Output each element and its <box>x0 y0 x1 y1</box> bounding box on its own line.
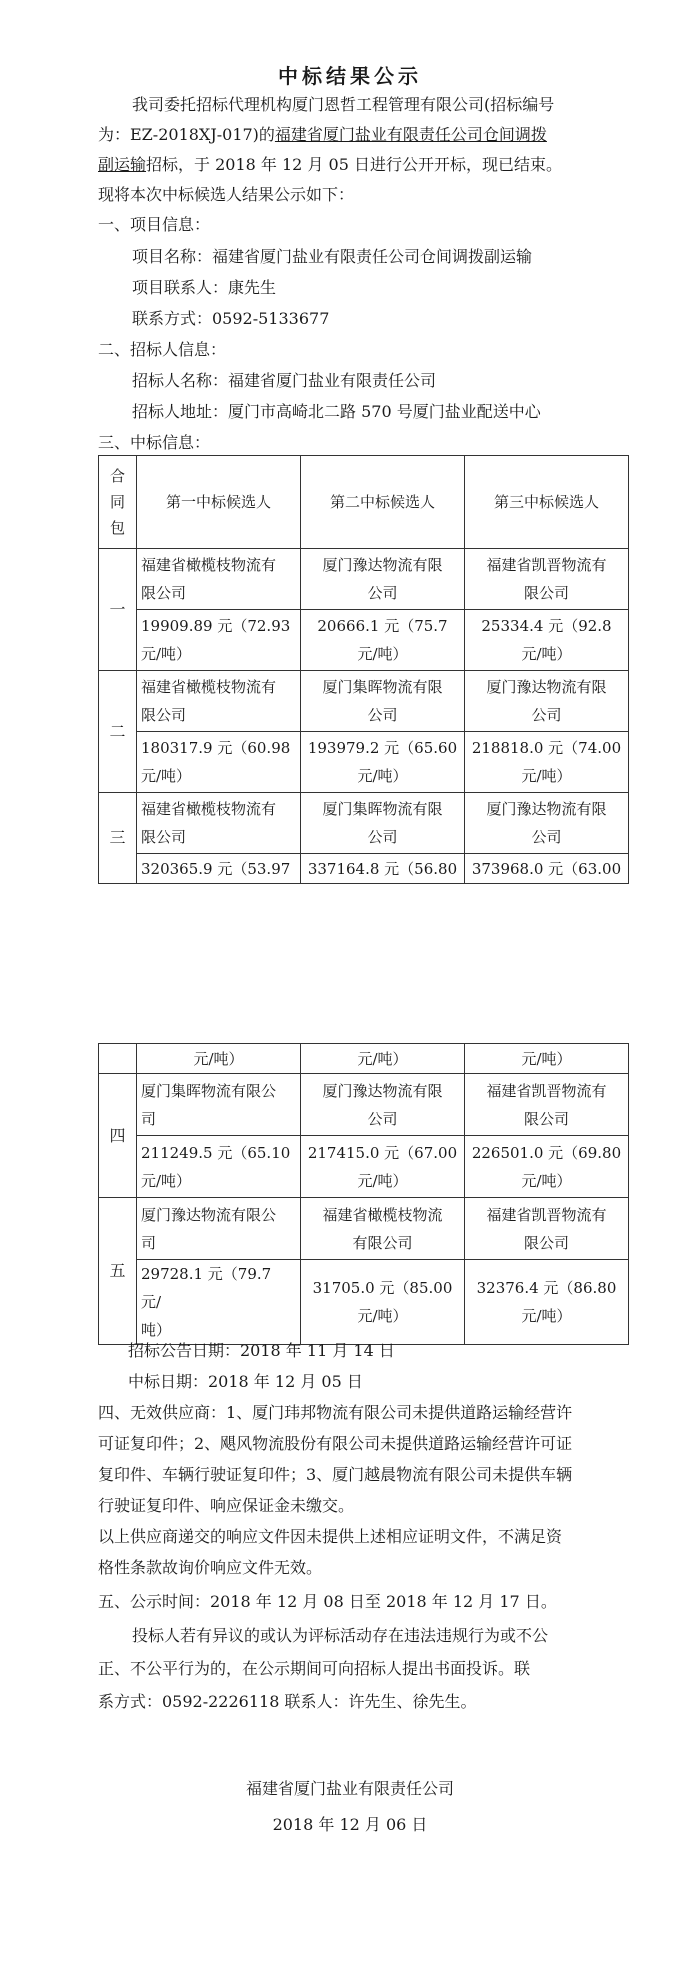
table-row <box>99 610 629 671</box>
candidate-name-cell: 厦门集晖物流有限 公司 <box>301 671 465 732</box>
bid-number: 为：EZ-2018XJ-017)的 <box>98 125 275 144</box>
tenderer-name: 招标人名称：福建省厦门盐业有限责任公司 <box>132 371 437 390</box>
footer-organization: 福建省厦门盐业有限责任公司 <box>245 1779 454 1798</box>
table-row <box>99 1074 629 1136</box>
section-1-heading: 一、项目信息： <box>98 215 211 234</box>
bid-price-cell: 32376.4 元（86.80 元/吨） <box>465 1260 629 1345</box>
candidate-name-cell: 厦门集晖物流有限 公司 <box>301 793 465 854</box>
invalid-suppliers-line-4: 行驶证复印件、响应保证金未缴交。 <box>98 1496 355 1515</box>
table-row <box>99 549 629 610</box>
bid-price-cell: 180317.9 元（60.98 元/吨） <box>137 732 301 793</box>
candidate-name-cell: 厦门豫达物流有限 公司 <box>301 549 465 610</box>
bid-price-cell: 217415.0 元（67.00 元/吨） <box>301 1136 465 1198</box>
invalid-suppliers-line-6: 格性条款故询价响应文件无效。 <box>98 1558 323 1577</box>
package-number: 二 <box>99 671 137 793</box>
announcement-date: 招标公告日期：2018 年 11 月 14 日 <box>128 1341 395 1360</box>
invalid-suppliers-line-2: 可证复印件；2、飓风物流股份有限公司未提供道路运输经营许可证 <box>98 1434 573 1453</box>
bid-price-cell: 25334.4 元（92.8 元/吨） <box>465 610 629 671</box>
candidate-name-cell: 厦门豫达物流有限 公司 <box>465 671 629 732</box>
bid-price-cell: 211249.5 元（65.10 元/吨） <box>137 1136 301 1198</box>
project-contact: 项目联系人：康先生 <box>132 278 277 297</box>
invalid-suppliers-line-3: 复印件、车辆行驶证复印件；3、厦门越晨物流有限公司未提供车辆 <box>98 1465 573 1484</box>
candidate-name-cell: 福建省凯晋物流有 限公司 <box>465 549 629 610</box>
complaint-line-1: 投标人若有异议的或认为评标活动存在违法违规行为或不公 <box>132 1626 549 1645</box>
project-link-part-1: 福建省厦门盐业有限责任公司仓间调拨 <box>274 125 547 144</box>
project-phone: 联系方式：0592-5133677 <box>132 309 330 328</box>
bid-price-cell: 226501.0 元（69.80 元/吨） <box>465 1136 629 1198</box>
section-2-heading: 二、招标人信息： <box>98 340 227 359</box>
bid-price-cell: 31705.0 元（85.00 元/吨） <box>301 1260 465 1345</box>
table-row <box>99 793 629 854</box>
package-number: 三 <box>99 793 137 884</box>
bid-price-cell: 218818.0 元（74.00 元/吨） <box>465 732 629 793</box>
bid-price-cell: 29728.1 元（79.7 元/ 吨） <box>137 1260 301 1345</box>
page-title: 中标结果公示 <box>278 64 422 88</box>
bid-price-cell: 元/吨） <box>465 1044 629 1074</box>
intro-line-1: 我司委托招标代理机构厦门恩哲工程管理有限公司(招标编号 <box>132 95 555 114</box>
bid-price-cell: 20666.1 元（75.7 元/吨） <box>301 610 465 671</box>
invalid-suppliers-line-1: 四、无效供应商：1、厦门玮邦物流有限公司未提供道路运输经营许 <box>98 1403 573 1422</box>
award-date: 中标日期：2018 年 12 月 05 日 <box>128 1372 363 1391</box>
bid-price-cell: 元/吨） <box>301 1044 465 1074</box>
bid-price-cell: 373968.0 元（63.00 <box>465 854 629 884</box>
package-number: 四 <box>99 1074 137 1198</box>
invalid-suppliers-line-5: 以上供应商递交的响应文件因未提供上述相应证明文件，不满足资 <box>98 1527 563 1546</box>
table-header-row <box>99 456 629 549</box>
intro-line-3: 副运输招标，于 2018 年 12 月 05 日进行公开开标，现已结束。 <box>98 155 562 174</box>
bid-price-cell: 337164.8 元（56.80 <box>301 854 465 884</box>
award-table-part-1 <box>98 455 629 884</box>
table-row <box>99 1136 629 1198</box>
bid-price-cell: 19909.89 元（72.93 元/吨） <box>137 610 301 671</box>
complaint-contact: 系方式：0592-2226118 联系人：许先生、徐先生。 <box>98 1692 477 1711</box>
intro-line-4: 现将本次中标候选人结果公示如下： <box>98 185 355 204</box>
candidate-name-cell: 福建省凯晋物流有 限公司 <box>465 1198 629 1260</box>
candidate-name-cell: 厦门豫达物流有限 公司 <box>465 793 629 854</box>
complaint-line-2: 正、不公平行为的，在公示期间可向招标人提出书面投诉。联 <box>98 1659 531 1678</box>
section-3-heading: 三、中标信息： <box>98 433 211 452</box>
table-row <box>99 1198 629 1260</box>
candidate-name-cell: 福建省橄榄枝物流有 限公司 <box>137 793 301 854</box>
bid-price-cell: 元/吨） <box>137 1044 301 1074</box>
award-table-part-2 <box>98 1043 629 1345</box>
intro-line-2 <box>98 122 547 145</box>
bid-price-cell: 193979.2 元（65.60 元/吨） <box>301 732 465 793</box>
candidate-name-cell: 福建省凯晋物流有 限公司 <box>465 1074 629 1136</box>
table-row <box>99 732 629 793</box>
header-candidate-3: 第三中标候选人 <box>465 456 629 549</box>
table-row <box>99 671 629 732</box>
table-row <box>99 1260 629 1345</box>
header-package: 合 同 包 <box>99 456 137 549</box>
candidate-name-cell: 福建省橄榄枝物流有 限公司 <box>137 671 301 732</box>
tenderer-address: 招标人地址：厦门市高崎北二路 570 号厦门盐业配送中心 <box>132 402 541 421</box>
candidate-name-cell: 福建省橄榄枝物流 有限公司 <box>301 1198 465 1260</box>
candidate-name-cell: 厦门豫达物流有限公 司 <box>137 1198 301 1260</box>
package-number: 一 <box>99 549 137 671</box>
candidate-name-cell: 福建省橄榄枝物流有 限公司 <box>137 549 301 610</box>
project-link-part-2: 副运输 <box>98 155 147 174</box>
package-number: 五 <box>99 1198 137 1345</box>
project-name: 项目名称：福建省厦门盐业有限责任公司仓间调拨副运输 <box>132 247 533 266</box>
publicity-period: 五、公示时间：2018 年 12 月 08 日至 2018 年 12 月 17 日。 <box>98 1592 557 1611</box>
footer-date: 2018 年 12 月 06 日 <box>272 1815 428 1834</box>
bid-price-cell: 320365.9 元（53.97 <box>137 854 301 884</box>
table-row <box>99 854 629 884</box>
table-row <box>99 1044 629 1074</box>
header-candidate-1: 第一中标候选人 <box>137 456 301 549</box>
candidate-name-cell: 厦门集晖物流有限公 司 <box>137 1074 301 1136</box>
candidate-name-cell: 厦门豫达物流有限 公司 <box>301 1074 465 1136</box>
header-candidate-2: 第二中标候选人 <box>301 456 465 549</box>
